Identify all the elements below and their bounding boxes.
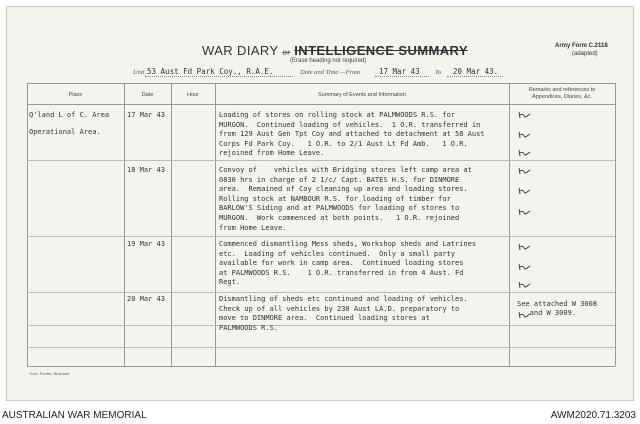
caption-accession-number: AWM2020.71.3203 [550,410,636,421]
entry-date: 18 Mar 43 [127,166,165,174]
col-header-date: Date [141,92,154,98]
to-date-value: 20 Mar 43. [453,67,499,76]
table-bottom-rule [27,366,615,367]
entry-summary: Dismantling of sheds etc continued and loading of vehicles. Check up of all vehicles by 230 Aust LA.D. preparatory to move to DINMORE area. Continued loading stores at PALMWOODS R.S. [219,295,468,332]
printer-note: Govt. Printer, Brisbane [29,371,70,376]
col-header-remarks: Remarks and references to Appendices, Diaries, &c. [528,87,596,100]
col-header-hour: Hour [187,92,199,98]
unit-underline [145,76,293,77]
col-rule-place [124,83,125,366]
title-war-diary: WAR DIARY [202,43,279,58]
form-title [202,43,468,58]
col-rule-hour [215,83,216,366]
army-form-number: Army Form C.2118 [555,43,608,49]
col-rule-left [27,83,28,366]
place-operational-area: Operational Area. [29,128,101,136]
col-rule-summary [509,83,510,366]
col-rule-date [171,83,172,366]
army-form-adapted: (adapted) [572,51,598,57]
entry-summary: Convoy of vehicles with Bridging stores left camp area at 0830 hrs in charge of 2 1/c/ Capt. BATES H.S. for DINMORE area. Remained of Coy cleaning up area and loading stores. Rolling stock at NAMBOUR R.S. for loading of timber for BARLOW'S Siding and at PALMWOODS for loading of stores to MURGON. Work commenced at both points. 1 O.R. rejoined from Home Leave. [219,166,472,232]
handwritten-initials [517,208,533,216]
unit-label: Unit [133,69,145,76]
date-label: Date and Time.—From [300,69,360,76]
entry-date: 19 Mar 43 [127,240,165,248]
war-diary-sheet [6,6,634,401]
handwritten-initials [517,167,533,175]
row-rule [27,347,615,348]
table-top-rule [27,83,615,84]
handwritten-initials [517,187,533,195]
unit-value: 53 Aust Fd Park Coy., R.A.E. [147,67,274,76]
row-rule [27,160,615,161]
to-underline [447,76,503,77]
handwritten-initials [517,281,533,289]
row-rule [27,292,615,293]
entry-date: 17 Mar 43 [127,111,165,119]
col-header-place: Place [68,92,83,98]
handwritten-initials [517,149,533,157]
entry-summary: Loading of stores on rolling stock at PALMWOODS R.S. for MURGON. Continued loading of vehicles. 1 O.R. transferred in from 129 Aust Gen Tpt Coy and attached to detachment at 58 Aust Corps Fd Park Coy. 1 O.R. to 2/1 Aust Lt Fd Amb. 1 O.R. rejoined from Home Leave. [219,111,485,158]
handwritten-initials [517,131,533,139]
entry-date: 20 Mar 43 [127,295,165,303]
place-qland-loc-area: Q'land L of C. Area [29,111,110,119]
table-header-rule [27,104,615,105]
col-rule-right [615,83,616,366]
remarks-see-attached: See attached W 3008 and W 3009. [517,300,598,317]
entry-summary: Commenced dismantling Mess sheds, Workshop sheds and Latrines etc. Loading of vehicles continued. Only a small party available for work in camp area. Continued loading stores at PALMWOODS R.S. 1 O.R. transferred in from 4 Aust. Fd Regt. [219,240,477,287]
handwritten-initials [517,243,533,251]
to-label: To [435,69,442,76]
col-header-summary: Summary of Events and Information [318,92,406,98]
caption-bar [0,408,640,424]
from-underline [375,76,429,77]
row-rule [27,236,615,237]
handwritten-initials [517,111,533,119]
handwritten-initials [517,263,533,271]
title-intelligence-summary: INTELLIGENCE SUMMARY [294,43,468,58]
title-or: or [282,48,291,57]
caption-institution: AUSTRALIAN WAR MEMORIAL [2,410,147,421]
erase-note: (Erase heading not required) [290,58,367,64]
from-date-value: 17 Mar 43 [379,67,420,76]
